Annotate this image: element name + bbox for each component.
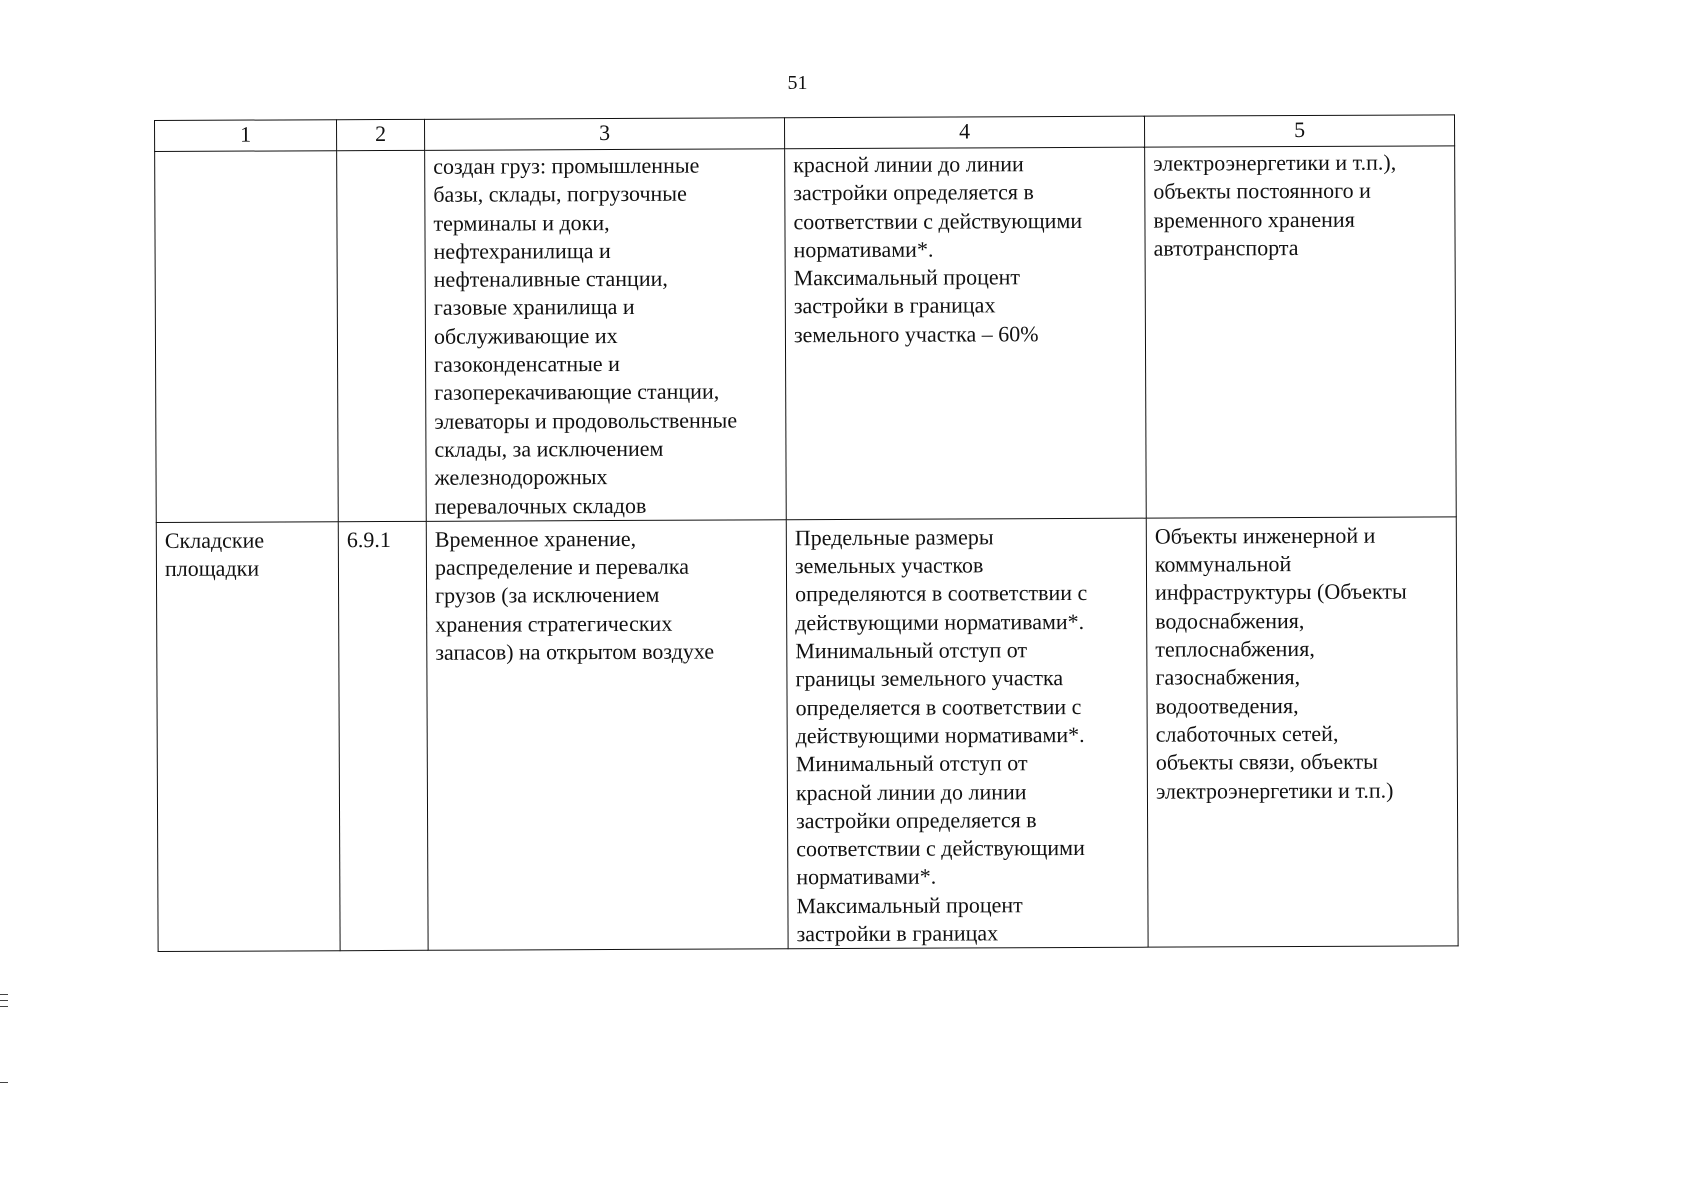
scan-margin-mark <box>0 1082 8 1083</box>
header-cell-2: 2 <box>337 119 425 150</box>
cell-text <box>163 153 328 154</box>
cell-parameters <box>785 147 1147 519</box>
cell-text: электроэнергетики и т.п.), объекты постоянного и временного хранения автотранспорта <box>1153 149 1397 261</box>
cell-name <box>156 522 340 952</box>
header-cell-3: 3 <box>424 118 784 151</box>
cell-code <box>338 521 428 951</box>
header-cell-4: 4 <box>784 116 1144 149</box>
cell-auxiliary <box>1145 146 1457 518</box>
table-row <box>155 146 1457 523</box>
cell-code <box>337 150 427 521</box>
header-cell-5: 5 <box>1144 115 1454 147</box>
cell-text: красной линии до линии застройки определяется в соответствии с действующими нормативами*. Максимальный процент застройки в границах земельного участка – 60% <box>793 151 1083 347</box>
cell-name <box>155 151 339 523</box>
header-cell-1: 1 <box>155 120 337 152</box>
zoning-table <box>154 114 1459 952</box>
scan-margin-mark <box>0 1006 8 1007</box>
table-row <box>156 517 1458 952</box>
cell-text: Объекты инженерной и коммунальной инфраструктуры (Объекты водоснабжения, теплоснабжения, газоснабжения, водоотведения, слаботочных сетей, объекты связи, объекты электроэнергетики и т.п.) <box>1154 522 1407 804</box>
scan-margin-mark <box>0 1000 8 1001</box>
scan-margin-mark <box>0 994 8 995</box>
cell-text: Временное хранение, распределение и перевалка грузов (за исключением хранения стратегических запасов) на открытом воздухе <box>434 525 715 665</box>
cell-text: 6.9.1 <box>346 526 391 553</box>
cell-parameters <box>786 518 1148 949</box>
cell-auxiliary <box>1146 517 1458 948</box>
cell-text: Складские площадки <box>164 527 265 582</box>
page-number: 51 <box>787 72 808 94</box>
cell-description <box>425 149 787 521</box>
cell-text: создан груз: промышленные базы, склады, погрузочные терминалы и доки, нефтехранилища и нефтеналивные станции, газовые хранилища и обслуживающие их газоконденсатные и газоперекачивающие станции, элеваторы и продовольственные склады, за исключением железнодорожных перевалочных складов <box>433 152 738 519</box>
cell-description <box>426 520 788 951</box>
cell-text: Предельные размеры земельных участков определяются в соответствии с действующими нормативами*. Минимальный отступ от границы земельного участка определяется в соответствии с действующими нормативами*. Минимальный отступ от красной линии до линии застройки определяется в соответствии с действующими нормативами*. Максимальный процент застройки в границах <box>794 524 1088 947</box>
